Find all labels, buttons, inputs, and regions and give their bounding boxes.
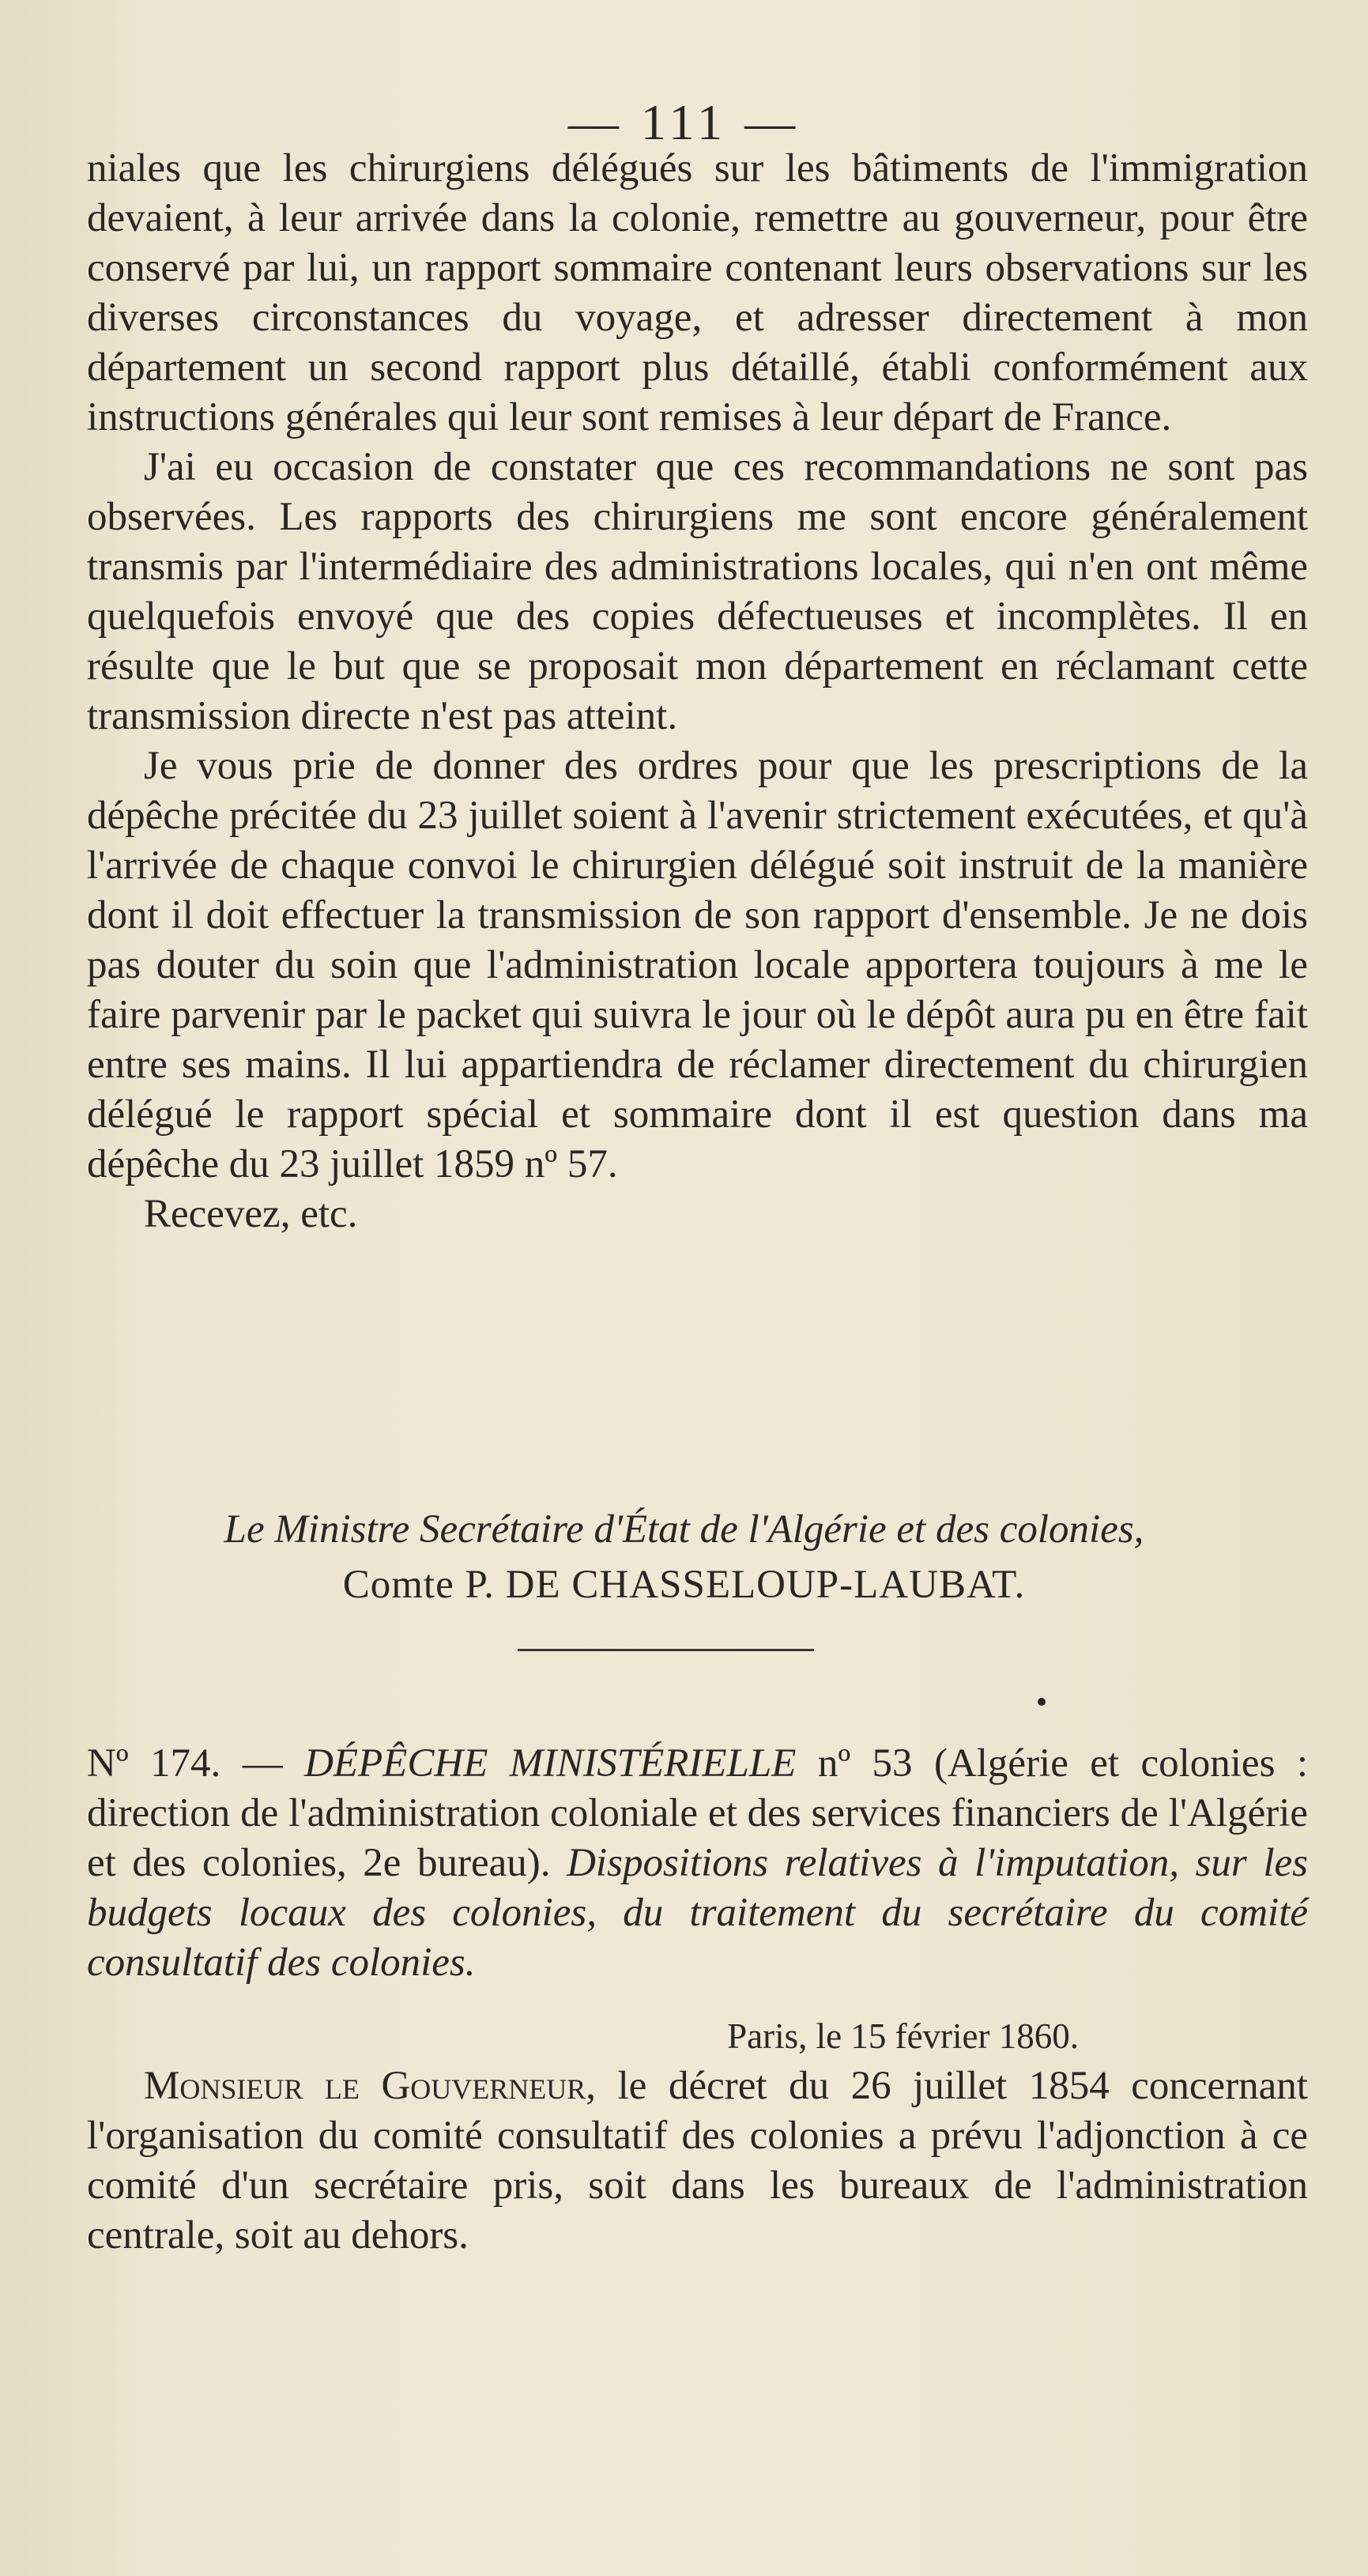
dispatch-header bbox=[87, 1739, 1308, 1988]
paragraph-1: niales que les chirurgiens délégués sur les bâtiments de l'immigration devaient, à leur arrivée dans la colonie, remettre au gouverneur, pour être conservé par lui, un rapport sommaire contenant leurs observations sur les diverses circonstances du voyage, et adresser directement à mon département un second rapport plus détaillé, établi conformément aux instructions générales qui leur sont remises à leur départ de France. bbox=[87, 146, 1308, 439]
salutation: Monsieur le Gouverneur, bbox=[144, 2064, 597, 2108]
paragraph-2: J'ai eu occasion de constater que ces recommandations ne sont pas observées. Les rapports des chirurgiens me sont encore généralement transmis par l'intermédiaire des administrations locales, qui n'en ont même quelquefois envoyé que des copies défectueuses et incomplètes. Il en résulte que le but que se proposait mon département en réclamant cette transmission directe n'est pas atteint. bbox=[87, 445, 1308, 738]
closing-formula: Recevez, etc. bbox=[144, 1192, 358, 1236]
dispatch-heading: DÉPÊCHE MINISTÉRIELLE bbox=[304, 1741, 797, 1786]
place-date: Paris, le 15 février 1860. bbox=[727, 2016, 1079, 2056]
dispatch-subject: Dispositions relatives à l'imputation, sur les budgets locaux des colonies, du traitement du secrétaire du comité consultatif des colonies. bbox=[87, 1841, 1309, 1985]
dispatch-text bbox=[87, 2061, 1308, 2261]
dispatch-section bbox=[87, 1739, 1308, 2261]
dispatch-number: Nº 174. — bbox=[87, 1741, 305, 1786]
ink-dot bbox=[1038, 1698, 1046, 1706]
letter-body bbox=[87, 144, 1308, 1239]
paragraph-3: Je vous prie de donner des ordres pour que les prescriptions de la dépêche précitée du 23 juillet soient à l'avenir strictement exécutées, et qu'à l'arrivée de chaque convoi le chirurgien délégué soit instruit de la manière dont il doit effectuer la transmission de son rapport d'ensemble. Je ne dois pas douter du soin que l'administration locale apportera toujours à me le faire parvenir par le packet qui suivra le jour où le dépôt aura pu en être fait entre ses mains. Il lui appartiendra de réclamer directement du chirurgien délégué le rapport spécial et sommaire dont il est question dans ma dépêche du 23 juillet 1859 nº 57. bbox=[87, 744, 1308, 1186]
signature-name: Comte P. DE CHASSELOUP-LAUBAT. bbox=[342, 1563, 1026, 1607]
dispatch-description: nº 53 (Algérie et colonies : direction de l'administration coloniale et des services financiers de l'Algérie et des colonies, 2e bureau). bbox=[87, 1741, 1308, 1885]
dispatch-paragraph: le décret du 26 juillet 1854 concernant l'organisation du comité consultatif des colonies a prévu l'adjonction à ce comité d'un secrétaire pris, soit dans les bureaux de l'administration centrale, soit au dehors. bbox=[87, 2064, 1308, 2257]
section-divider bbox=[518, 1649, 814, 1651]
signature-title: Le Ministre Secrétaire d'État de l'Algérie et des colonies, bbox=[224, 1507, 1144, 1552]
page-number: — 111 — bbox=[567, 94, 801, 150]
